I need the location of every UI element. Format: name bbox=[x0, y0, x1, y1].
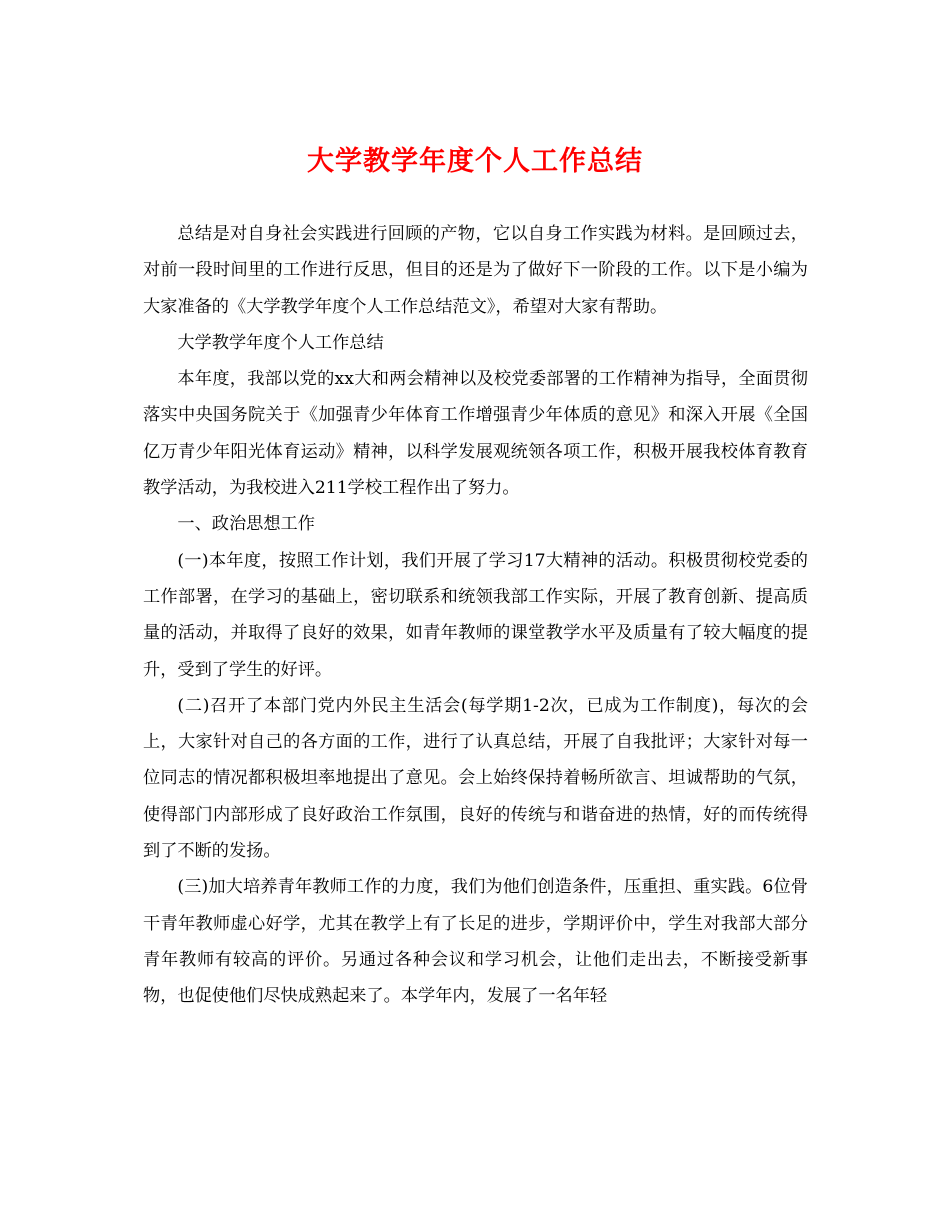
paragraph-item-1: (一)本年度，按照工作计划，我们开展了学习17大精神的活动。积极贯彻校党委的工作部署，在学习的基础上，密切联系和统领我部工作实际，开展了教育创新、提高质量的活动，并取得了良好的效果，如青年教师的课堂教学水平及质量有了较大幅度的提升，受到了学生的好评。 bbox=[143, 550, 808, 680]
paragraph-intro: 总结是对自身社会实践进行回顾的产物，它以自身工作实践为材料。是回顾过去，对前一段时间里的工作进行反思，但目的还是为了做好下一阶段的工作。以下是小编为大家准备的《大学教学年度个人工作总结范文》，希望对大家有帮助。 bbox=[143, 224, 808, 317]
section-heading-political: 一、政治思想工作 bbox=[177, 514, 315, 535]
document-body bbox=[143, 216, 808, 1015]
paragraph-overview: 本年度，我部以党的xx大和两会精神以及校党委部署的工作精神为指导，全面贯彻落实中央国务院关于《加强青少年体育工作增强青少年体质的意见》和深入开展《全国亿万青少年阳光体育运动》精神，以科学发展观统领各项工作，积极开展我校体育教育教学活动，为我校进入211学校工程作出了努力。 bbox=[143, 369, 808, 499]
document-title: 大学教学年度个人工作总结 bbox=[307, 146, 643, 177]
paragraph-item-3: (三)加大培养青年教师工作的力度，我们为他们创造条件，压重担、重实践。6位骨干青年教师虚心好学，尤其在教学上有了长足的进步，学期评价中，学生对我部大部分青年教师有较高的评价。另通过各种会议和学习机会，让他们走出去，不断接受新事物，也促使他们尽快成熟起来了。本学年内，发展了一名年轻 bbox=[143, 877, 808, 1007]
paragraph-item-2: (二)召开了本部门党内外民主生活会(每学期1-2次，已成为工作制度)，每次的会上，大家针对自己的各方面的工作，进行了认真总结，开展了自我批评；大家针对每一位同志的情况都积极坦率地提出了意见。会上始终保持着畅所欲言、坦诚帮助的气氛，使得部门内部形成了良好政治工作氛围，良好的传统与和谐奋进的热情，好的而传统得到了不断的发扬。 bbox=[143, 695, 808, 862]
paragraph-subtitle: 大学教学年度个人工作总结 bbox=[177, 332, 384, 353]
